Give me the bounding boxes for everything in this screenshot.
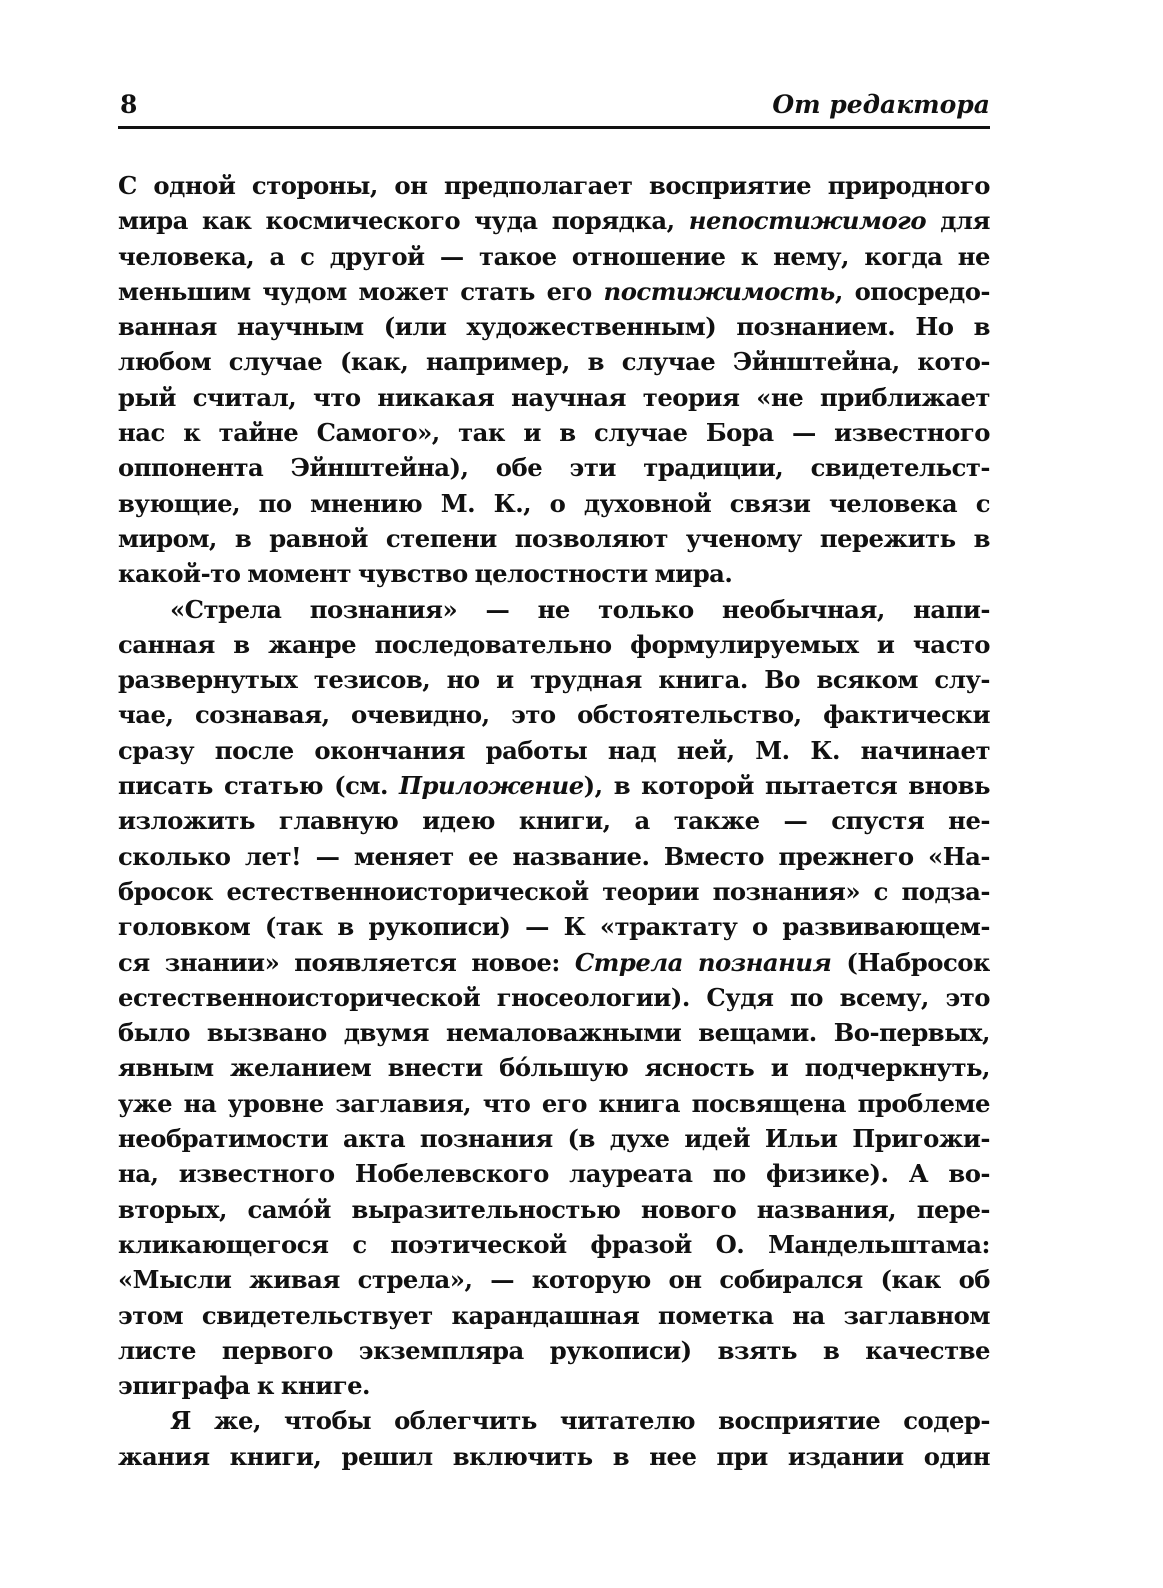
text-line: ванная научным (или художественным) познанием. Но в [118, 312, 990, 342]
text-line: человека, а с другой — такое отношение к нему, когда не [118, 241, 990, 271]
text-line: естественноисторической гносеологии). Судя по всему, это [118, 982, 990, 1012]
text-line: писать статью (см. Приложение), в которой пытается вновь [118, 771, 990, 801]
section-title: От редактора [772, 90, 990, 119]
text-line: какой-то момент чувство целостности мира. [118, 559, 733, 589]
text-line: уже на уровне заглавия, что его книга посвящена проблеме [118, 1088, 990, 1118]
text-line: вторых, самóй выразительностью нового названия, пере- [118, 1194, 990, 1224]
text-line: этом свидетельствует карандашная пометка на заглавном [118, 1300, 990, 1330]
text-line: изложить главную идею книги, а также — спустя не- [118, 806, 990, 836]
text-line: жания книги, решил включить в нее при издании один [118, 1441, 990, 1471]
text-line: любом случае (как, например, в случае Эйнштейна, кото- [118, 347, 990, 377]
text-line: кликающегося с поэтической фразой О. Мандельштама: [118, 1229, 990, 1259]
text-line: эпиграфа к книге. [118, 1371, 370, 1401]
text-line: чае, сознавая, очевидно, это обстоятельство, фактически [118, 700, 990, 730]
text-line: сколько лет! — меняет ее название. Вместо прежнего «На- [118, 841, 990, 871]
running-head [118, 88, 990, 129]
text-line: на, известного Нобелевского лауреата по физике). А во- [118, 1159, 990, 1189]
text-line: С одной стороны, он предполагает восприятие природного [118, 171, 990, 200]
text-line: Я же, чтобы облегчить читателю восприятие содер- [170, 1406, 990, 1436]
text-line: бросок естественноисторической теории познания» с подза- [118, 876, 990, 906]
text-line: головком (так в рукописи) — К «трактату о развивающем- [118, 912, 990, 942]
text-line: развернутых тезисов, но и трудная книга. Во всяком слу- [118, 665, 990, 695]
text-line: ся знании» появляется новое: Стрела познания (Набросок [118, 947, 990, 977]
text-line: сразу после окончания работы над ней, М. К. начинает [118, 735, 990, 765]
text-line: оппонента Эйнштейна), обе эти традиции, свидетельст- [118, 453, 990, 483]
text-line: меньшим чудом может стать его постижимость, опосредо- [118, 276, 990, 306]
page-number: 8 [120, 90, 138, 119]
text-line: нас к тайне Самого», так и в случае Бора — известного [118, 418, 990, 448]
text-line: мира как космического чуда порядка, непостижимого для [118, 206, 990, 236]
text-line: миром, в равной степени позволяют ученому пережить в [118, 523, 990, 553]
text-line: было вызвано двумя немаловажными вещами. Во-первых, [118, 1018, 990, 1048]
text-line: необратимости акта познания (в духе идей Ильи Пригожи- [118, 1124, 990, 1154]
text-line: листе первого экземпляра рукописи) взять в качестве [118, 1335, 990, 1365]
text-line: «Стрела познания» — не только необычная, напи- [170, 594, 990, 624]
text-line: «Мысли живая стрела», — которую он собирался (как об [118, 1265, 990, 1295]
text-line: рый считал, что никакая научная теория «не приближает [118, 382, 990, 412]
body-text [118, 168, 990, 1474]
text-line: санная в жанре последовательно формулируемых и часто [118, 629, 990, 659]
text-line: явным желанием внести бóльшую ясность и подчеркнуть, [118, 1053, 990, 1083]
text-line: вующие, по мнению М. К., о духовной связи человека с [118, 488, 990, 518]
